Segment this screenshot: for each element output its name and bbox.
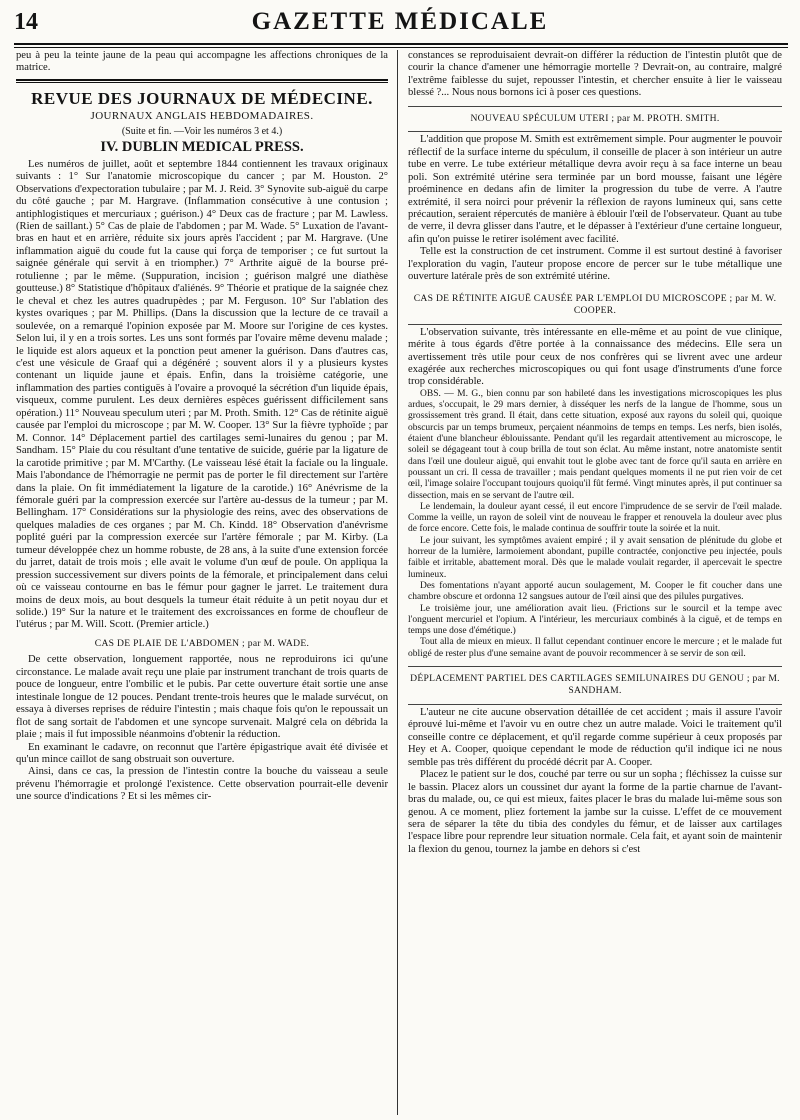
paragraph: Ainsi, dans ce cas, la pression de l'intestin contre la bouche du vaisseau a seule prévenu l'hémorragie et prolongé l'existence. Cette observation pourrait-elle devenir une source d'indications ? Et si les mêmes cir-	[16, 766, 388, 803]
paragraph: peu à peu la teinte jaune de la peau qui accompagne les affections chroniques de la matrice.	[16, 50, 388, 74]
section-divider	[16, 79, 388, 81]
paragraph: De cette observation, longuement rapportée, nous ne reproduirons ici qu'une circonstance. Le malade avait reçu une plaie par instrument tranchant de trois quarts de pouce de longueur, entre l'ombilic et le pubis. Par cette ouverture était sortie une anse intestinale longue de 12 pouces. Pendant trente-trois heures que le malade survécut, on essaya à diverses reprises de réduire l'intestin ; mais chaque fois qu'on le repoussait un flot de sang sortait de l'abdomen et une syncope survenait. Malgré cela on débrida la plaie ; mais il fut impossible néanmoins d'obtenir la réduction.	[16, 654, 388, 741]
article-divider	[408, 666, 782, 667]
review-title: REVUE DES JOURNAUX DE MÉDECINE.	[31, 88, 373, 108]
left-column	[16, 50, 388, 1115]
page-number: 14	[14, 9, 38, 35]
observation-paragraph: Tout alla de mieux en mieux. Il fallut cependant continuer encore le mercure ; et le malade fut obligé de rester plus d'une semaine avant de pouvoir recommencer à se servir de son œil.	[408, 637, 782, 659]
article-title: DÉPLACEMENT PARTIEL DES CARTILAGES SEMILUNAIRES DU GENOU ; par M. SANDHAM.	[410, 673, 780, 697]
journal-section-title: IV. DUBLIN MEDICAL PRESS.	[100, 139, 304, 156]
header-rule	[14, 43, 788, 45]
right-column	[408, 50, 782, 1115]
observation-paragraph: Le troisième jour, une amélioration avait lieu. (Frictions sur le sourcil et la tempe avec l'onguent mercuriel et l'opium. A l'intérieur, les mercuriaux combinés à la ciguë, et de temps en temps une dose d'émétique.)	[408, 603, 782, 637]
observation-paragraph: Des fomentations n'ayant apporté aucun soulagement, M. Cooper le fit coucher dans une chambre obscure et ordonna 12 sangsues autour de l'œil ainsi que des pilules purgatives.	[408, 580, 782, 603]
paragraph: L'addition que propose M. Smith est extrêmement simple. Pour augmenter le pouvoir réflectif de la surface interne du spéculum, il conseille de placer à son intérieur un autre tube en verre. Le tube extérieur métallique devra avoir reçu à sa face interne un beau poli. Son extrémité utérine sera terminée par un bord mousse, faisant une légère proéminence en dedans afin de limiter la progression du tube de verre. A l'autre extrémité, il sera noirci pour prévenir la réflexion de rayons lumineux qui, sans cette précaution, seraient répercutés de manière à éblouir l'œil de l'observateur. Quant au tube de verre, il devra glisser dans l'autre, et le dépasser à l'extérieur d'une certaine longueur, afin qu'on puisse le retirer isolément avec facilité.	[408, 134, 782, 245]
observation-paragraph: OBS. — M. G., bien connu par son habileté dans les investigations microscopiques les plus ardues, s'occupait, le 29 mars dernier, à disséquer les nerfs de la langue de l'homme, sous un grossissement très grand. Il était, dans cette situation, exposé aux rayons du soleil qui, quoique obscurcis par un temps brumeux, perçaient néanmoins de temps en temps. Les nerfs, bien isolés, étaient d'une blancheur éblouissante. Pendant qu'il les regardait attentivement au microscope, le soleil se dégageant tout à coup brilla de tout son éclat. Au même instant, notre anatomiste sentit dans l'œil une douleur aiguë, qui envahit tout le globe avec tant de force qu'il sauta en arrière en poussant un cri. Il cessa de travailler ; mais pendant quelques moments il ne put rien voir de cet œil, l'image solaire l'occupant toujours quoiqu'il fût fermé. Vingt minutes après, il put continuer sa dissection, mais en se servant de l'autre œil.	[408, 388, 782, 501]
page-header	[0, 0, 800, 44]
article-title: CAS DE RÉTINITE AIGUË CAUSÉE PAR L'EMPLOI DU MICROSCOPE ; par M. W. COOPER.	[413, 292, 777, 317]
subsection-title: JOURNAUX ANGLAIS HEBDOMADAIRES.	[90, 110, 314, 123]
paragraph: En examinant le cadavre, on reconnut que l'artère épigastrique avait été divisée et qu'un mince caillot de sang obstruait son ouverture.	[16, 741, 388, 766]
article-divider	[408, 704, 782, 705]
article-title: NOUVEAU SPÉCULUM UTERI ; par M. PROTH. SMITH.	[470, 112, 720, 124]
paragraph: L'observation suivante, très intéressante en elle-même et au point de vue clinique, mérite à tous égards d'être portée à la connaissance des médecins. Elle sera un avertissement très utile pour ceux de nos confrères qui se livrent avec une ardeur exagérée aux recherches microscopiques ou qui font usage d'instruments d'une force trop considérable.	[408, 326, 782, 388]
article-divider	[408, 106, 782, 107]
column-divider	[397, 50, 398, 1115]
paragraph: L'auteur ne cite aucune observation détaillée de cet accident ; mais il assure l'avoir éprouvé lui-même et l'avoir vu en outre chez un autre malade. Voici le traitement qu'il conseille contre ce déplacement, et qu'il regarde comme supérieur à ceux proposés par Hey et A. Cooper, quoique cependant le mode de réduction qu'il indique ici ne nous semble pas très différent du procédé décrit par A. Cooper.	[408, 706, 782, 768]
paragraph: constances se reproduisaient devrait-on différer la réduction de l'intestin plutôt que de courir la chance d'amener une hémorragie mortelle ? Devrait-on, au contraire, malgré l'extrême faiblesse du sujet, repousser l'intestin, et chercher ensuite à lier le vaisseau blessé ?... Nous nous bornons ici à poser ces questions.	[408, 50, 782, 99]
article-divider	[408, 324, 782, 325]
article-title: CAS DE PLAIE DE L'ABDOMEN ; par M. WADE.	[94, 637, 310, 649]
paragraph: Placez le patient sur le dos, couché par terre ou sur un sopha ; fléchissez la cuisse sur le bassin. Placez alors un coussinet dur ayant la forme de la partie charnue de l'avant-bras du malade, ou, ce qui est mieux, faites placer le bras du malade lui-même sous son genou. A ce moment, pliez fortement la jambe sur la cuisse. L'effet de ce mouvement sera de séparer la tête du tibia des condyles du fémur, et de laisser aux cartilages l'espace libre pour reprendre leur situation normale. Cela fait, et ayant soin de maintenir la flexion du genou, tournez la jambe en dehors si c'est	[408, 769, 782, 855]
journal-title: GAZETTE MÉDICALE	[251, 8, 549, 35]
section-divider-thin	[16, 82, 388, 83]
paragraph: Telle est la construction de cet instrument. Comme il est surtout destiné à favoriser l'exploration du vagin, l'auteur propose encore de percer sur le tube métallique une ouverture latérale près de son extrémité utérine.	[408, 246, 782, 283]
article-divider	[408, 131, 782, 132]
header-rule-thin	[14, 47, 788, 48]
observation-paragraph: Le lendemain, la douleur ayant cessé, il eut encore l'imprudence de se servir de l'œil malade. Comme la veille, un rayon de soleil vint de nouveau le frapper et renouvela la douleur avec plus de force encore. Cette fois, le malade continua de souffrir toute la soirée et la nuit.	[408, 501, 782, 535]
continuation-note: (Suite et fin. —Voir les numéros 3 et 4.)	[121, 125, 283, 137]
observation-paragraph: Le jour suivant, les symptômes avaient empiré ; il y avait sensation de plénitude du globe et horreur de la lumière, larmoiement abondant, pupille contractée, conjonctive peu injectée, pouls faible et irritable, abattement moral. Dès que le malade voulait regarder, il apercevait le spectre lumineux.	[408, 535, 782, 580]
paragraph: Les numéros de juillet, août et septembre 1844 contiennent les travaux originaux suivants : 1° Sur l'anatomie microscopique du cancer ; par M. Houston. 2° Observations d'expectoration tubulaire ; par M. J. Reid. 3° Synovite sub-aiguë du carpe du côté gauche ; par M. Hargrave. (Inflammation consécutive à une contusion ; antiphlogistiques et mercuriaux ; guérison.) 4° Deux cas de fracture ; par M. Lawless. (Rien de saillant.) 5° Cas de plaie de l'abdomen ; par M. Wade. 5° Luxation de l'avant-bras en haut et en arrière, réduite six jours après l'accident ; par M. Hargrave. (Une inflammation aiguë du coude fut la cause qui força de temporiser ; ce fut surtout la saignée générale qui servit à en triompher.) 7° Arthrite aiguë de la bourse pré-rotulienne ; par le même. (Suppuration, incision ; guérison malgré une diathèse goutteuse.) 8° Statistique d'hôpitaux d'aliénés. 9° Théorie et pratique de la saignée chez le cheval et chez les autres quadrupèdes ; par M. Ferguson. 10° Sur l'ablation des kystes ovariques ; par M. Phillips. (Dans la discussion que la lecture de ce travail a soulevée, on a remarqué l'opinion exposée par M. Moore sur l'origine de ces kystes. Selon lui, il y en a trois sortes. Les uns sont formés par l'ovaire même devenu malade ; le liquide est alors aqueux et la ponction peut amener la guérison. Dans d'autres cas, c'est une vésicule de Graaf qui a dégénéré ; souvent alors il y a plusieurs kystes contenant un liquide jaune et épais. Enfin, dans la troisième catégorie, une inflammation des parties contiguës à l'ovaire a provoqué la sécrétion d'un liquide épais, visqueux, comme purulent. Les deux dernières espèces guérissent difficilement sans opération.) 11° Nouveau speculum uteri ; par M. Proth. Smith. 12° Cas de rétinite aiguë causée par l'emploi du microscope ; par M. W. Cooper. 13° Sur la fièvre typhoïde ; par M. Connor. 14° Déplacement partiel des cartilages semi-lunaires du genou ; par M. Sandham. 15° Plaie du cou résultant d'une tentative de suicide, guérie par la ligature de la carotide primitive ; par M. M'Carthy. (Le vaisseau lésé était la faciale ou la linguale. Mais l'abondance de l'hémorragie ne permit pas de porter le fil directement sur l'artère dans la plaie. On fit immédiatement la ligature de la carotide.) 16° Anévrisme de la fémorale guéri par la compression exercée sur l'artère au-dessus de la tumeur ; par M. Bellingham. 17° Considérations sur la physiologie des reins, avec des observations de quelques maladies de ces organes ; par M. Ch. Kindd. 18° Observation d'anévrisme poplité guéri par la compression exercée sur l'artère fémorale ; par M. Kirby. (La tumeur développée chez un homme robuste, de 28 ans, à la suite d'une extension forcée du jarret, datait de trois mois ; elle avait le volume d'un œuf de poule. On appliqua la pression successivement sur divers points de la fémorale, et principalement dans celui où ce vaisseau contourne en bas le fémur pour gagner le jarret. Le traitement dura moins de deux mois, au bout desquels la tumeur était réduite à un petit noyau dur et solide.) 19° Sur la nature et le traitement des excroissances en forme de choufleur de l'utérus ; par M. Will. Scott. (Premier article.)	[16, 158, 388, 631]
